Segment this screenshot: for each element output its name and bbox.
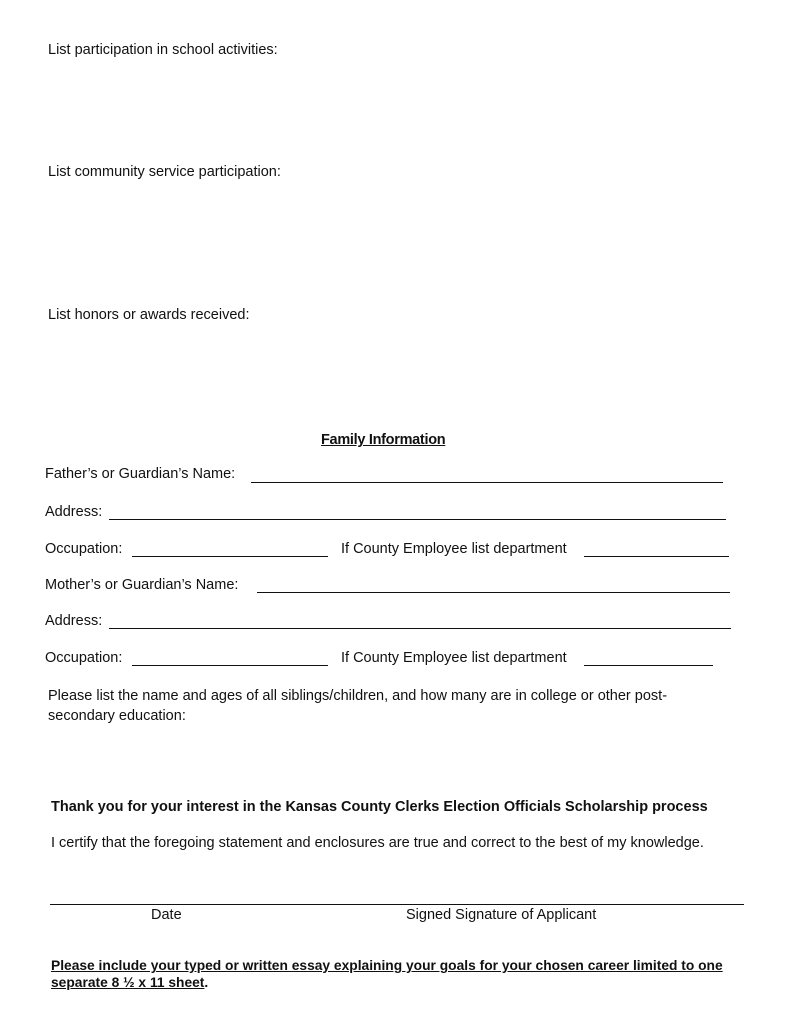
certify-statement: I certify that the foregoing statement and enclosures are true and correct to the best of my knowledge.	[51, 835, 704, 851]
siblings-prompt: Please list the name and ages of all siblings/children, and how many are in college or other post-secondary education:	[48, 688, 668, 724]
signature-label: Signed Signature of Applicant	[406, 907, 597, 923]
father-county-dept-field[interactable]	[584, 540, 729, 557]
mother-occupation-field[interactable]	[132, 649, 328, 666]
father-name-field[interactable]	[251, 466, 723, 483]
mother-county-dept-label: If County Employee list department	[341, 650, 567, 666]
father-occupation-label: Occupation:	[45, 541, 123, 557]
family-info-heading: Family Information	[321, 432, 446, 448]
mother-name-label: Mother’s or Guardian’s Name:	[45, 577, 239, 593]
mother-name-field[interactable]	[257, 576, 730, 593]
father-address-field[interactable]	[109, 503, 726, 520]
mother-county-dept-field[interactable]	[584, 649, 713, 666]
father-address-label: Address:	[45, 504, 103, 520]
essay-note-period: .	[204, 975, 209, 990]
signature-line[interactable]	[50, 904, 744, 905]
community-service-label: List community service participation:	[48, 164, 281, 180]
honors-label: List honors or awards received:	[48, 307, 250, 323]
father-occupation-field[interactable]	[132, 540, 328, 557]
essay-note	[51, 957, 751, 991]
mother-occupation-label: Occupation:	[45, 650, 123, 666]
father-county-dept-label: If County Employee list department	[341, 541, 567, 557]
thank-you-text: Thank you for your interest in the Kansas County Clerks Election Officials Scholarship process	[51, 799, 708, 815]
date-label: Date	[151, 907, 182, 923]
father-name-label: Father’s or Guardian’s Name:	[45, 466, 236, 482]
essay-note-text: Please include your typed or written essay explaining your goals for your chosen career limited to one separate 8 ½ x 11 sheet	[51, 958, 723, 990]
school-activities-label: List participation in school activities:	[48, 42, 278, 58]
mother-address-label: Address:	[45, 613, 103, 629]
mother-address-field[interactable]	[109, 612, 731, 629]
